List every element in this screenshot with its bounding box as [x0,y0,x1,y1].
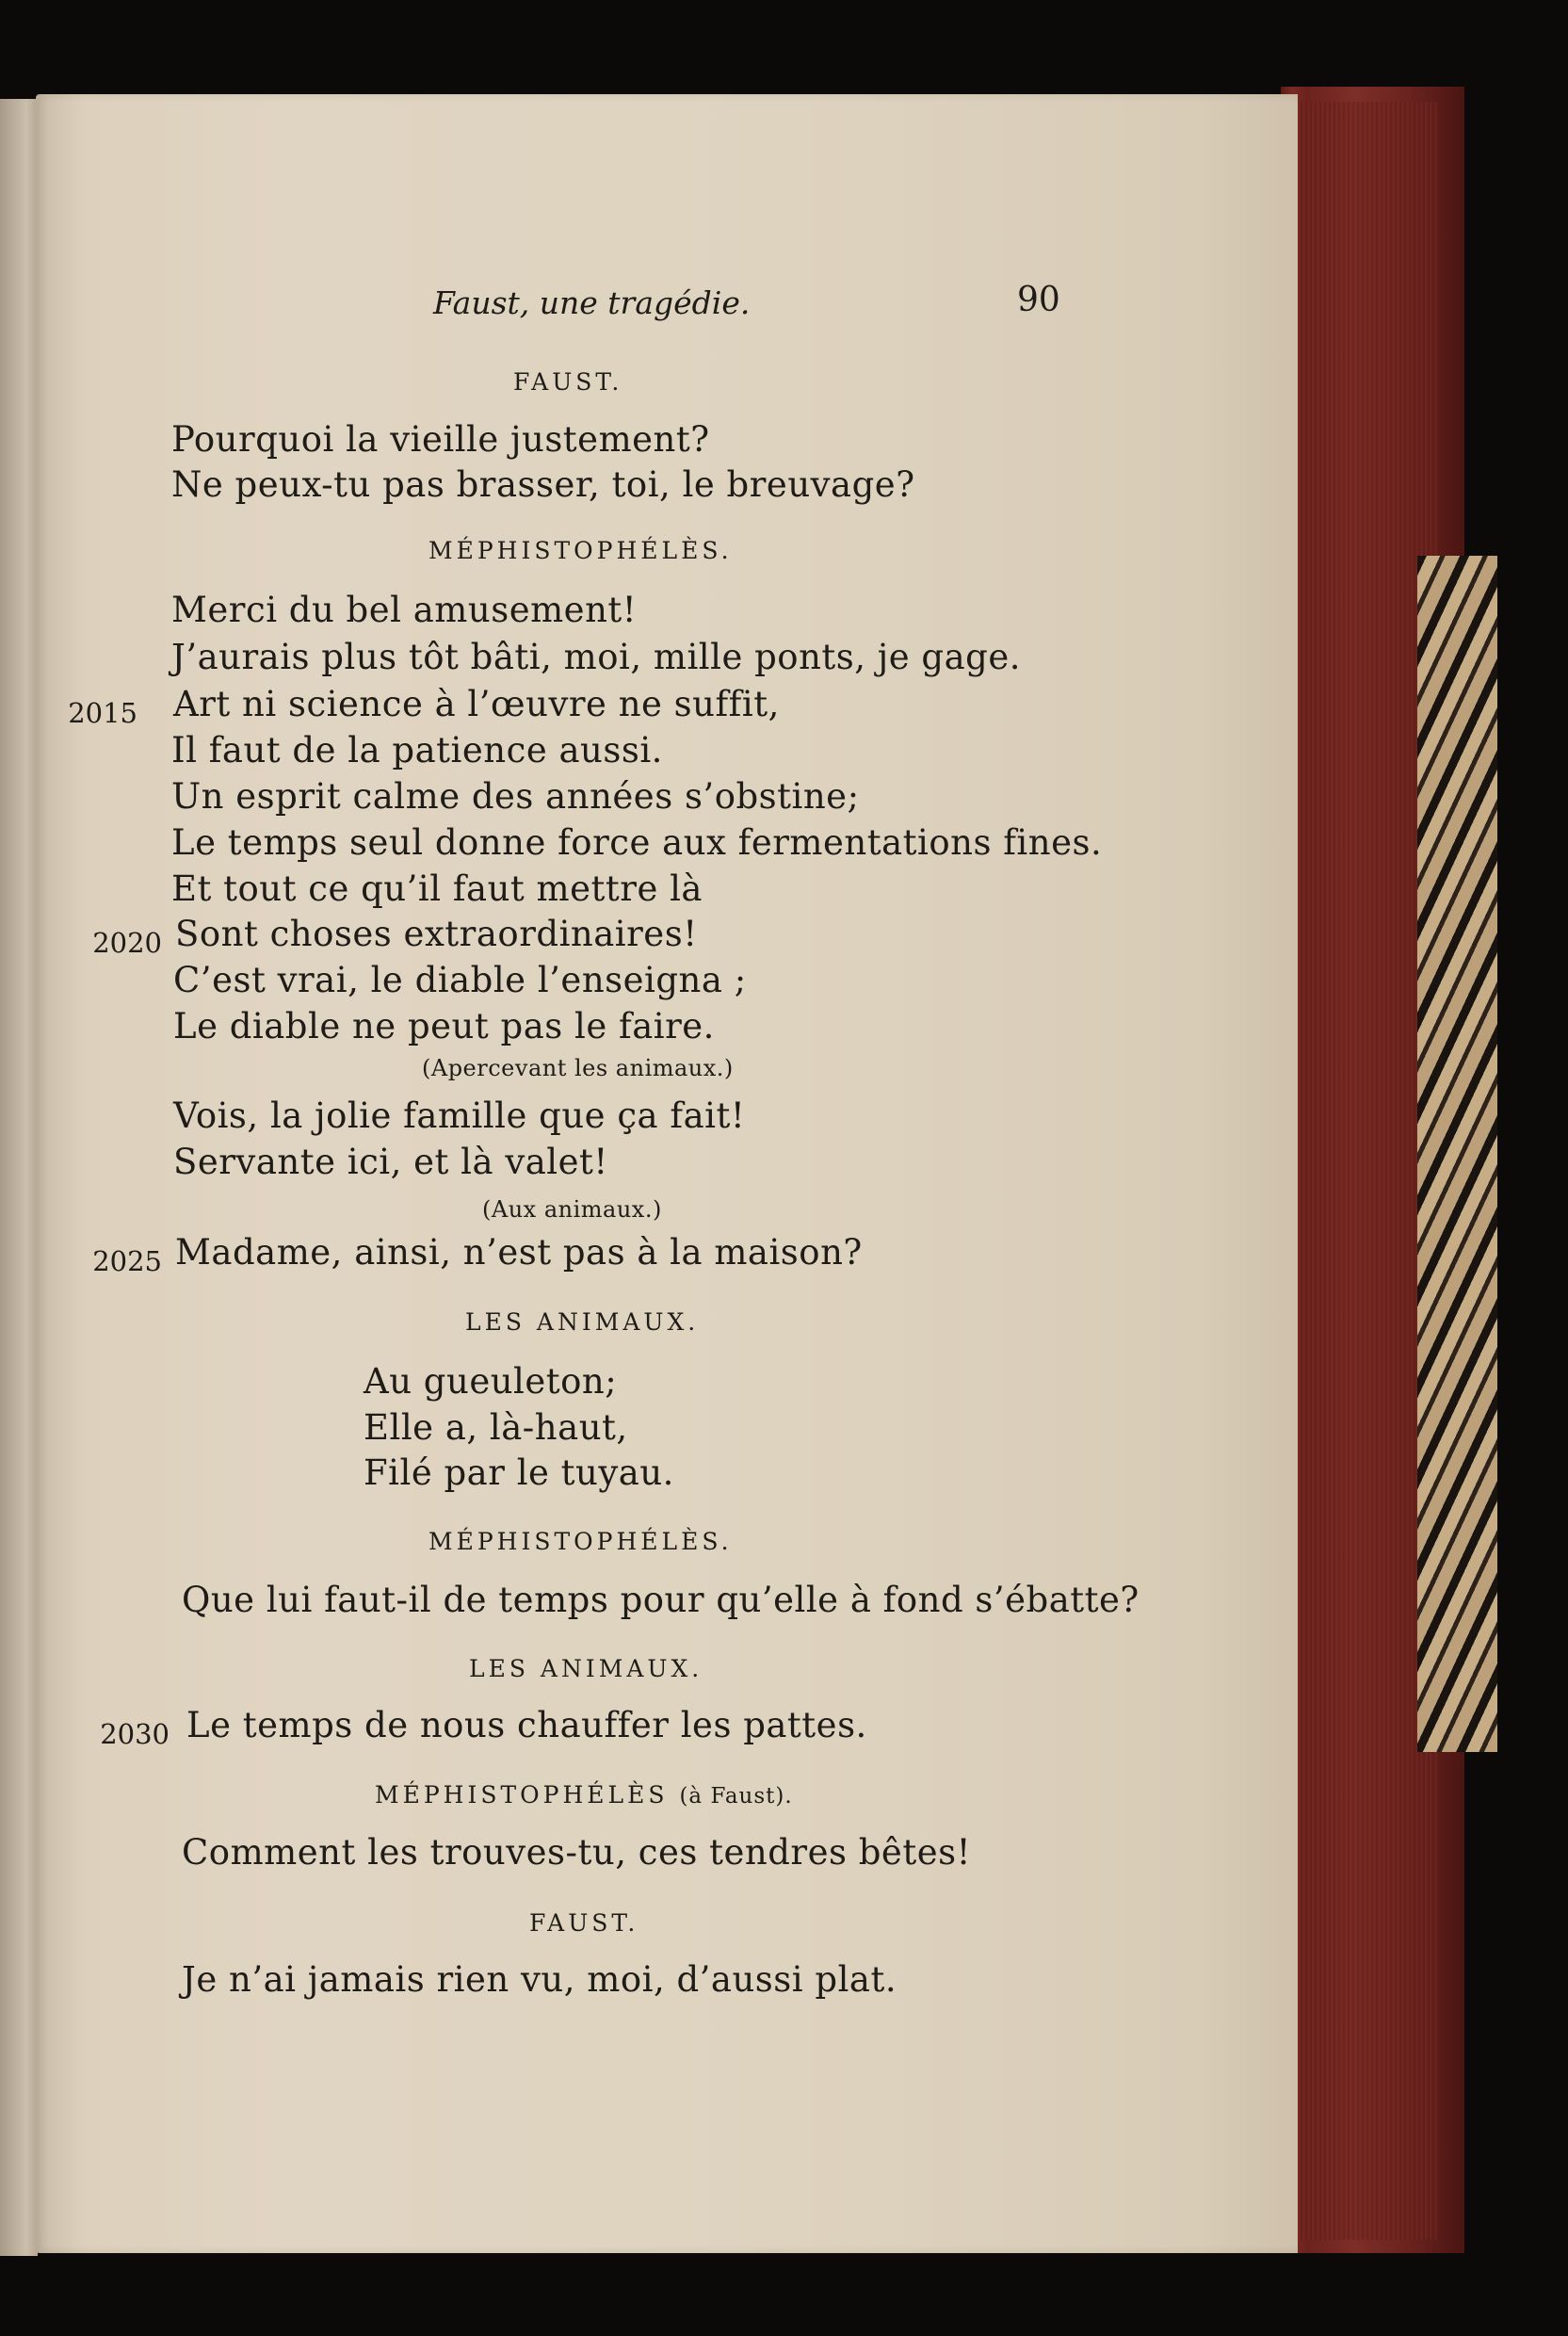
verse-line: Pourquoi la vieille justement? [171,419,710,460]
speaker-name: MÉPHISTOPHÉLÈS [375,1781,669,1809]
verse-line: Filé par le tuyau. [364,1452,674,1493]
facing-page-edge [0,99,38,2256]
speaker-les-animaux: LES ANIMAUX. [469,1655,703,1682]
line-number: 2025 [92,1245,162,1277]
speaker-faust: FAUST. [513,368,623,396]
verse-line: Elle a, là-haut, [364,1407,628,1448]
verse-line: Que lui faut-il de temps pour qu’elle à fond s’ébatte? [182,1580,1140,1620]
speaker-mephistopheles: MÉPHISTOPHÉLÈS. [428,537,733,564]
speaker-direction: (à Faust). [679,1784,793,1809]
verse-line: J’aurais plus tôt bâti, moi, mille ponts, je gage. [171,637,1021,677]
verse-line: Le diable ne peut pas le faire. [173,1006,715,1046]
marbled-endpaper [1417,556,1497,1752]
verse-line: Comment les trouves-tu, ces tendres bêtes! [182,1832,971,1873]
verse-line: Un esprit calme des années s’obstine; [171,776,860,817]
stage-direction: (Apercevant les animaux.) [422,1055,734,1081]
verse-line: Et tout ce qu’il faut mettre là [171,868,703,909]
line-number: 2030 [100,1718,170,1750]
stage-direction: (Aux animaux.) [482,1196,662,1223]
verse-line: Vois, la jolie famille que ça fait! [173,1095,746,1136]
verse-line: Ne peux-tu pas brasser, toi, le breuvage? [171,464,915,505]
verse-line: Le temps de nous chauffer les pattes. [186,1705,867,1745]
line-number: 2015 [68,697,137,729]
speaker-mephistopheles-direction [375,1781,793,1809]
verse-line: Je n’ai jamais rien vu, moi, d’aussi plat. [182,1959,897,2000]
verse-line: Au gueuleton; [364,1361,618,1402]
speaker-faust: FAUST. [529,1909,639,1937]
verse-line: Merci du bel amusement! [171,590,638,630]
running-header-title: Faust, une tragédie. [433,284,751,321]
speaker-mephistopheles: MÉPHISTOPHÉLÈS. [428,1528,733,1555]
verse-line: Il faut de la patience aussi. [171,730,663,771]
line-number: 2020 [92,927,162,959]
page-number: 90 [1017,281,1060,319]
verse-line: Sont choses extraordinaires! [175,914,698,954]
verse-line: C’est vrai, le diable l’enseigna ; [173,960,747,1000]
speaker-les-animaux: LES ANIMAUX. [465,1308,700,1336]
verse-line: Servante ici, et là valet! [173,1142,608,1182]
verse-line: Madame, ainsi, n’est pas à la maison? [175,1232,863,1273]
verse-line: Art ni science à l’œuvre ne suffit, [173,684,780,724]
verse-line: Le temps seul donne force aux fermentations fines. [171,822,1103,863]
